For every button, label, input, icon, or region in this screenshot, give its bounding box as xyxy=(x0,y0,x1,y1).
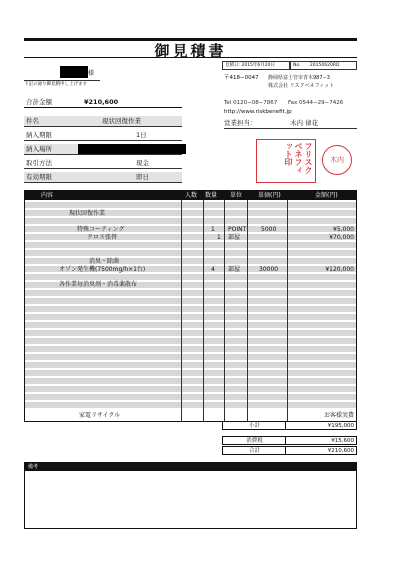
staff-label: 営業担当： xyxy=(224,119,257,127)
section-title: 現状回復作業 xyxy=(69,210,106,217)
header-qty: 数量 xyxy=(205,192,218,199)
row-stripe xyxy=(25,306,357,312)
grand-total-label: 合計 xyxy=(248,448,260,454)
validity-value: 即日 xyxy=(136,173,149,181)
staff-underline xyxy=(224,128,357,129)
table-header xyxy=(25,191,357,200)
tax-value: ¥15,600 xyxy=(331,438,354,444)
row-stripe xyxy=(25,202,357,208)
row-stripe xyxy=(25,298,357,304)
column-divider xyxy=(181,200,182,421)
row-stripe xyxy=(25,242,357,248)
total-amount-label: 合計金額 xyxy=(26,98,52,106)
company-url: http://www.riskbenefit.jp xyxy=(224,109,292,115)
company-zip: 〒418−0047 xyxy=(224,75,259,81)
subject-label: 件名 xyxy=(26,117,39,125)
quote-number-box xyxy=(290,61,357,70)
row-1-unit-price: 5000 xyxy=(261,226,277,233)
number-value: 20150620RD xyxy=(309,63,340,68)
company-address: 静岡県富士宮市青木987−3 xyxy=(268,75,330,81)
row-4-content: オゾン発生機(7500mg/h×1台) xyxy=(59,266,146,273)
total-amount-row xyxy=(24,97,182,108)
row-4-unit-price: 30000 xyxy=(259,266,279,273)
row-stripe xyxy=(25,354,357,360)
tax-label: 消費税 xyxy=(246,438,263,444)
company-tel: Tel 0120−08−7867 xyxy=(224,100,278,106)
number-label: No. xyxy=(293,63,301,68)
row-stripe xyxy=(25,322,357,328)
delivery-deadline-label: 納入期限 xyxy=(26,131,52,139)
row-1-content: 特殊コーティング xyxy=(77,226,125,233)
company-fax: Fax 0544−29−7426 xyxy=(288,100,344,106)
row-stripe xyxy=(25,314,357,320)
header-content: 内容 xyxy=(41,192,54,199)
row-5-content: 各作業毎消臭剤・消毒薬散布 xyxy=(59,281,138,288)
date-value: 2015年6月20日 xyxy=(241,63,275,68)
row-1-qty: 1 xyxy=(211,226,215,233)
row-stripe xyxy=(25,370,357,376)
row-stripe xyxy=(25,218,357,224)
column-divider xyxy=(287,200,288,421)
summary-divider xyxy=(285,437,286,444)
row-stripe xyxy=(25,250,357,256)
grand-total-box xyxy=(222,446,357,455)
row-stripe xyxy=(25,290,357,296)
header-people: 人数 xyxy=(185,192,198,199)
row-stripe xyxy=(25,362,357,368)
footer-right: お客様実費 xyxy=(323,412,354,419)
recipient-underline xyxy=(24,80,100,81)
document-title: 御見積書 xyxy=(154,42,227,60)
row-stripe xyxy=(25,394,357,400)
staff-name: 木内 律花 xyxy=(290,119,319,127)
company-seal-stamp: フリスクベネフィット印 xyxy=(256,139,316,183)
row-1-amount: ¥5,000 xyxy=(333,226,354,233)
row-2-content: クロス張替 xyxy=(87,234,118,241)
row-stripe xyxy=(25,226,357,232)
row-2-amount: ¥70,000 xyxy=(329,234,354,241)
header-amount: 金額(円) xyxy=(315,192,338,199)
row-2-qty: 1 xyxy=(217,234,221,241)
remarks-box xyxy=(24,462,357,529)
recipient-honorific: 様 xyxy=(88,70,95,77)
subject-row xyxy=(24,116,182,127)
delivery-deadline-row xyxy=(24,130,182,141)
recipient-note: 下記の通り御見積申し上げます xyxy=(24,82,87,87)
date-label: 見積日 xyxy=(225,63,239,68)
validity-label: 有効期限 xyxy=(26,173,52,181)
subtotal-box xyxy=(222,421,357,430)
validity-row xyxy=(24,172,182,183)
row-stripe xyxy=(25,378,357,384)
row-4-unit: 部屋 xyxy=(228,266,241,273)
payment-terms-value: 現金 xyxy=(136,159,149,167)
redacted-delivery-place xyxy=(78,144,186,154)
header-unit-price: 単価(円) xyxy=(258,192,281,199)
row-stripe xyxy=(25,330,357,336)
total-amount-value: ¥210,600 xyxy=(84,98,119,106)
column-divider xyxy=(203,200,204,421)
row-stripe xyxy=(25,402,357,408)
row-stripe xyxy=(25,386,357,392)
seal-stamps xyxy=(256,137,356,185)
summary-divider xyxy=(285,422,286,429)
row-4-amount: ¥120,000 xyxy=(325,266,354,273)
delivery-place-row xyxy=(24,144,182,155)
quote-date-box: 見積日: 2015年6月20日 xyxy=(222,61,290,70)
row-4-qty: 4 xyxy=(211,266,215,273)
row-1-unit: POINT xyxy=(228,226,247,233)
row-3-content: 消臭・除菌 xyxy=(89,258,120,265)
subtotal-value: ¥195,000 xyxy=(327,423,354,429)
document-title-bar xyxy=(24,38,357,58)
row-stripe xyxy=(25,346,357,352)
payment-terms-row xyxy=(24,158,182,169)
delivery-place-label: 納入場所 xyxy=(26,145,52,153)
company-name: 株式会社 リスクベネフィット xyxy=(268,83,335,89)
row-stripe xyxy=(25,274,357,280)
tax-box xyxy=(222,436,357,445)
subtotal-label: 小計 xyxy=(248,423,260,429)
line-items-table xyxy=(24,190,357,422)
personal-seal-stamp: 木内 xyxy=(322,145,352,175)
footer-left: 家電リサイクル xyxy=(79,412,121,419)
row-stripe xyxy=(25,234,357,240)
delivery-deadline-value: 1日 xyxy=(136,131,147,139)
column-divider xyxy=(247,200,248,421)
header-unit: 単位 xyxy=(230,192,243,199)
grand-total-value: ¥210,600 xyxy=(327,448,354,454)
payment-terms-label: 取引方法 xyxy=(26,159,52,167)
redacted-recipient-name xyxy=(60,66,88,78)
row-2-unit: 部屋 xyxy=(228,234,241,241)
subject-value: 現状回復作業 xyxy=(102,117,141,125)
summary-divider xyxy=(285,447,286,454)
row-stripe xyxy=(25,338,357,344)
remarks-label: 備考 xyxy=(25,463,356,471)
row-stripe xyxy=(25,258,357,264)
column-divider xyxy=(224,200,225,421)
